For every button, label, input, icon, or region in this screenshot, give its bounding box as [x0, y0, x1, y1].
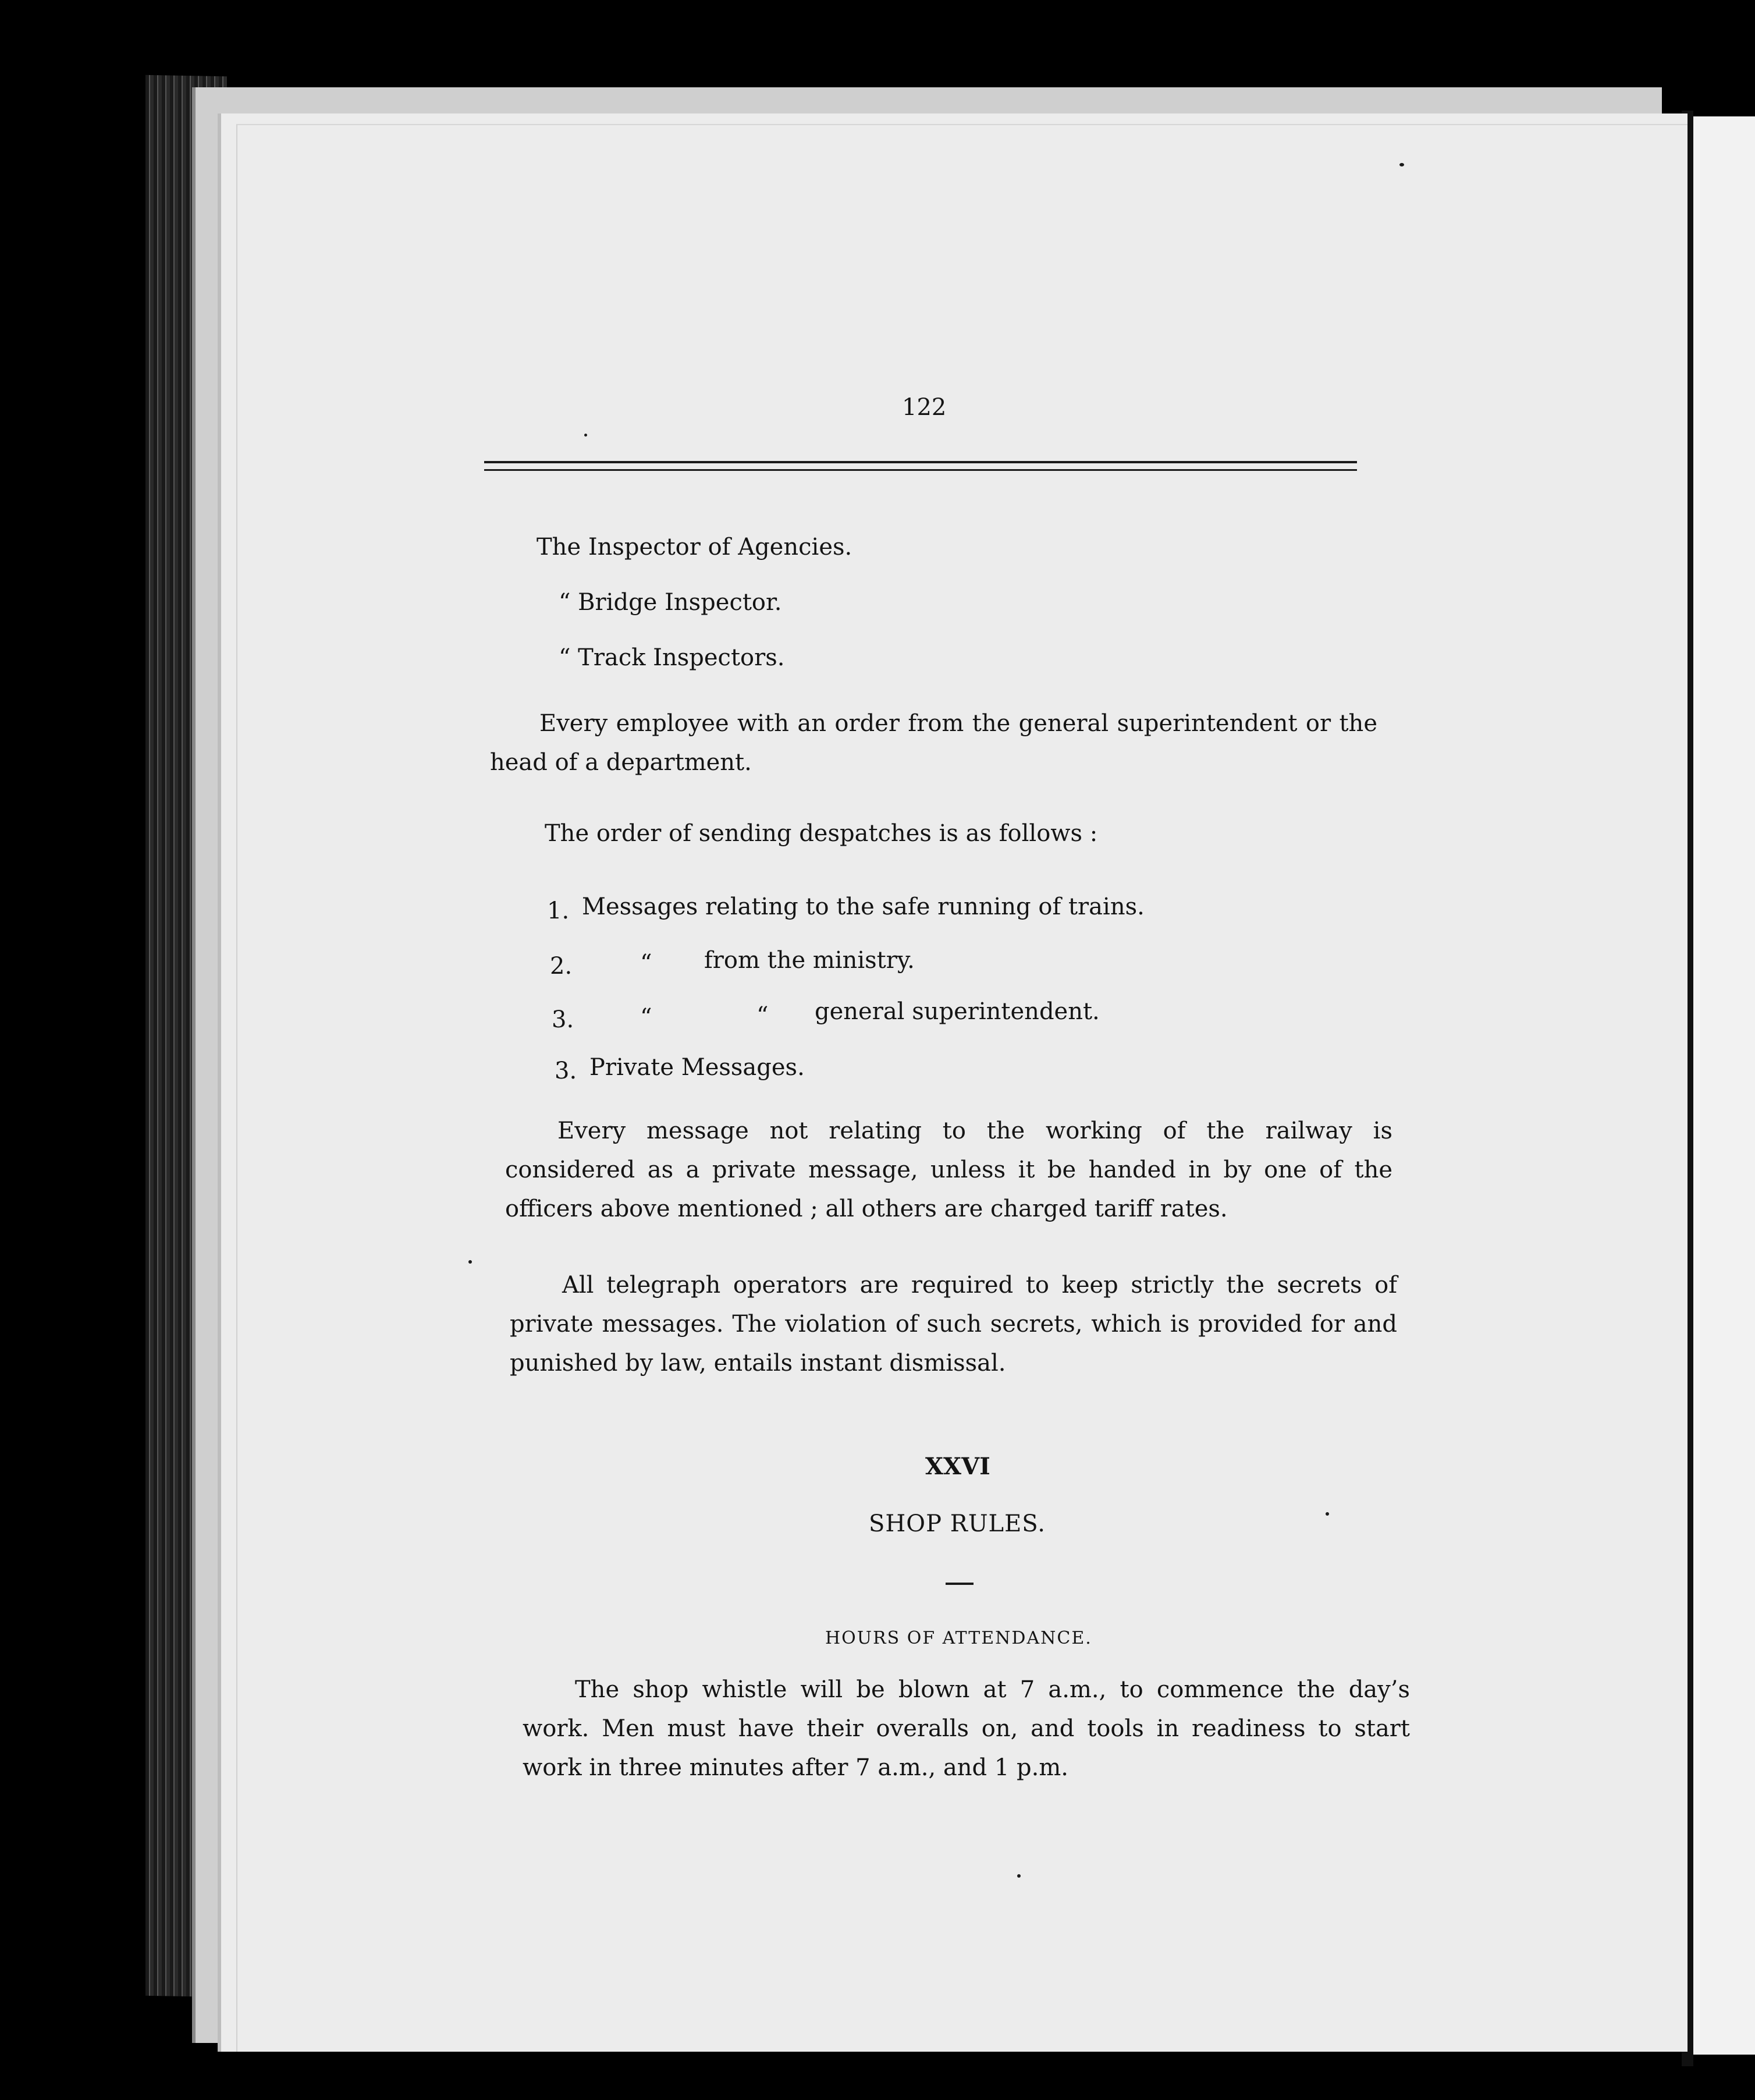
- scan-speck: [1017, 1874, 1021, 1878]
- scan-speck: [584, 434, 587, 437]
- paragraph-secrets: All telegraph operators are required to keep strictly the secrets of private messages. The violation of such secrets, which is provided for and punished by law, entails instant dismissal.: [510, 1272, 1397, 1377]
- paragraph-private-message: Every message not relating to the working of the railway is considered as a private message, unless it be handed in by one of the officers above mentioned ; all others are charged tariff rates.: [505, 1118, 1392, 1222]
- paragraph-order-intro: The order of sending despatches is as follows :: [545, 820, 1098, 847]
- officer-line: The Inspector of Agencies.: [537, 534, 852, 561]
- list-item-text: Private Messages.: [589, 1054, 805, 1081]
- ditto-mark: “: [756, 1002, 769, 1029]
- list-item-text: Messages relating to the safe running of trains.: [582, 893, 1145, 920]
- section-title: SHOP RULES.: [869, 1510, 1046, 1537]
- list-item-number: 3.: [552, 1006, 574, 1033]
- section-numeral: XXVI: [925, 1453, 990, 1480]
- scan-speck: [1399, 163, 1404, 166]
- officer-line: “ Track Inspectors.: [559, 644, 785, 671]
- scan-speck: [1326, 1512, 1329, 1516]
- scan-speck: [468, 1260, 472, 1264]
- header-rule-thin: [484, 469, 1357, 471]
- officer-line: “ Bridge Inspector.: [559, 589, 782, 616]
- paragraph-shop-whistle: The shop whistle will be blown at 7 a.m., to commence the day’s work. Men must have their overalls on, and tools in readiness to start work in three minutes after 7 a.m., and 1 p.m.: [523, 1676, 1410, 1781]
- section-subtitle: HOURS OF ATTENDANCE.: [825, 1628, 1092, 1648]
- ditto-mark: “: [640, 1004, 652, 1031]
- list-item-text: from the ministry.: [704, 947, 915, 974]
- list-item-text: general superintendent.: [815, 998, 1100, 1025]
- facing-page-edge: [1693, 116, 1755, 2055]
- page-number: 122: [902, 394, 947, 421]
- list-item-number: 1.: [547, 898, 570, 924]
- ditto-mark: “: [640, 950, 652, 977]
- paragraph-every-employee: Every employee with an order from the general superintendent or the head of a department.: [490, 710, 1377, 776]
- section-separator: [946, 1583, 974, 1585]
- list-item-number: 3.: [555, 1058, 577, 1084]
- header-rule: [484, 461, 1357, 463]
- list-item-number: 2.: [550, 953, 573, 980]
